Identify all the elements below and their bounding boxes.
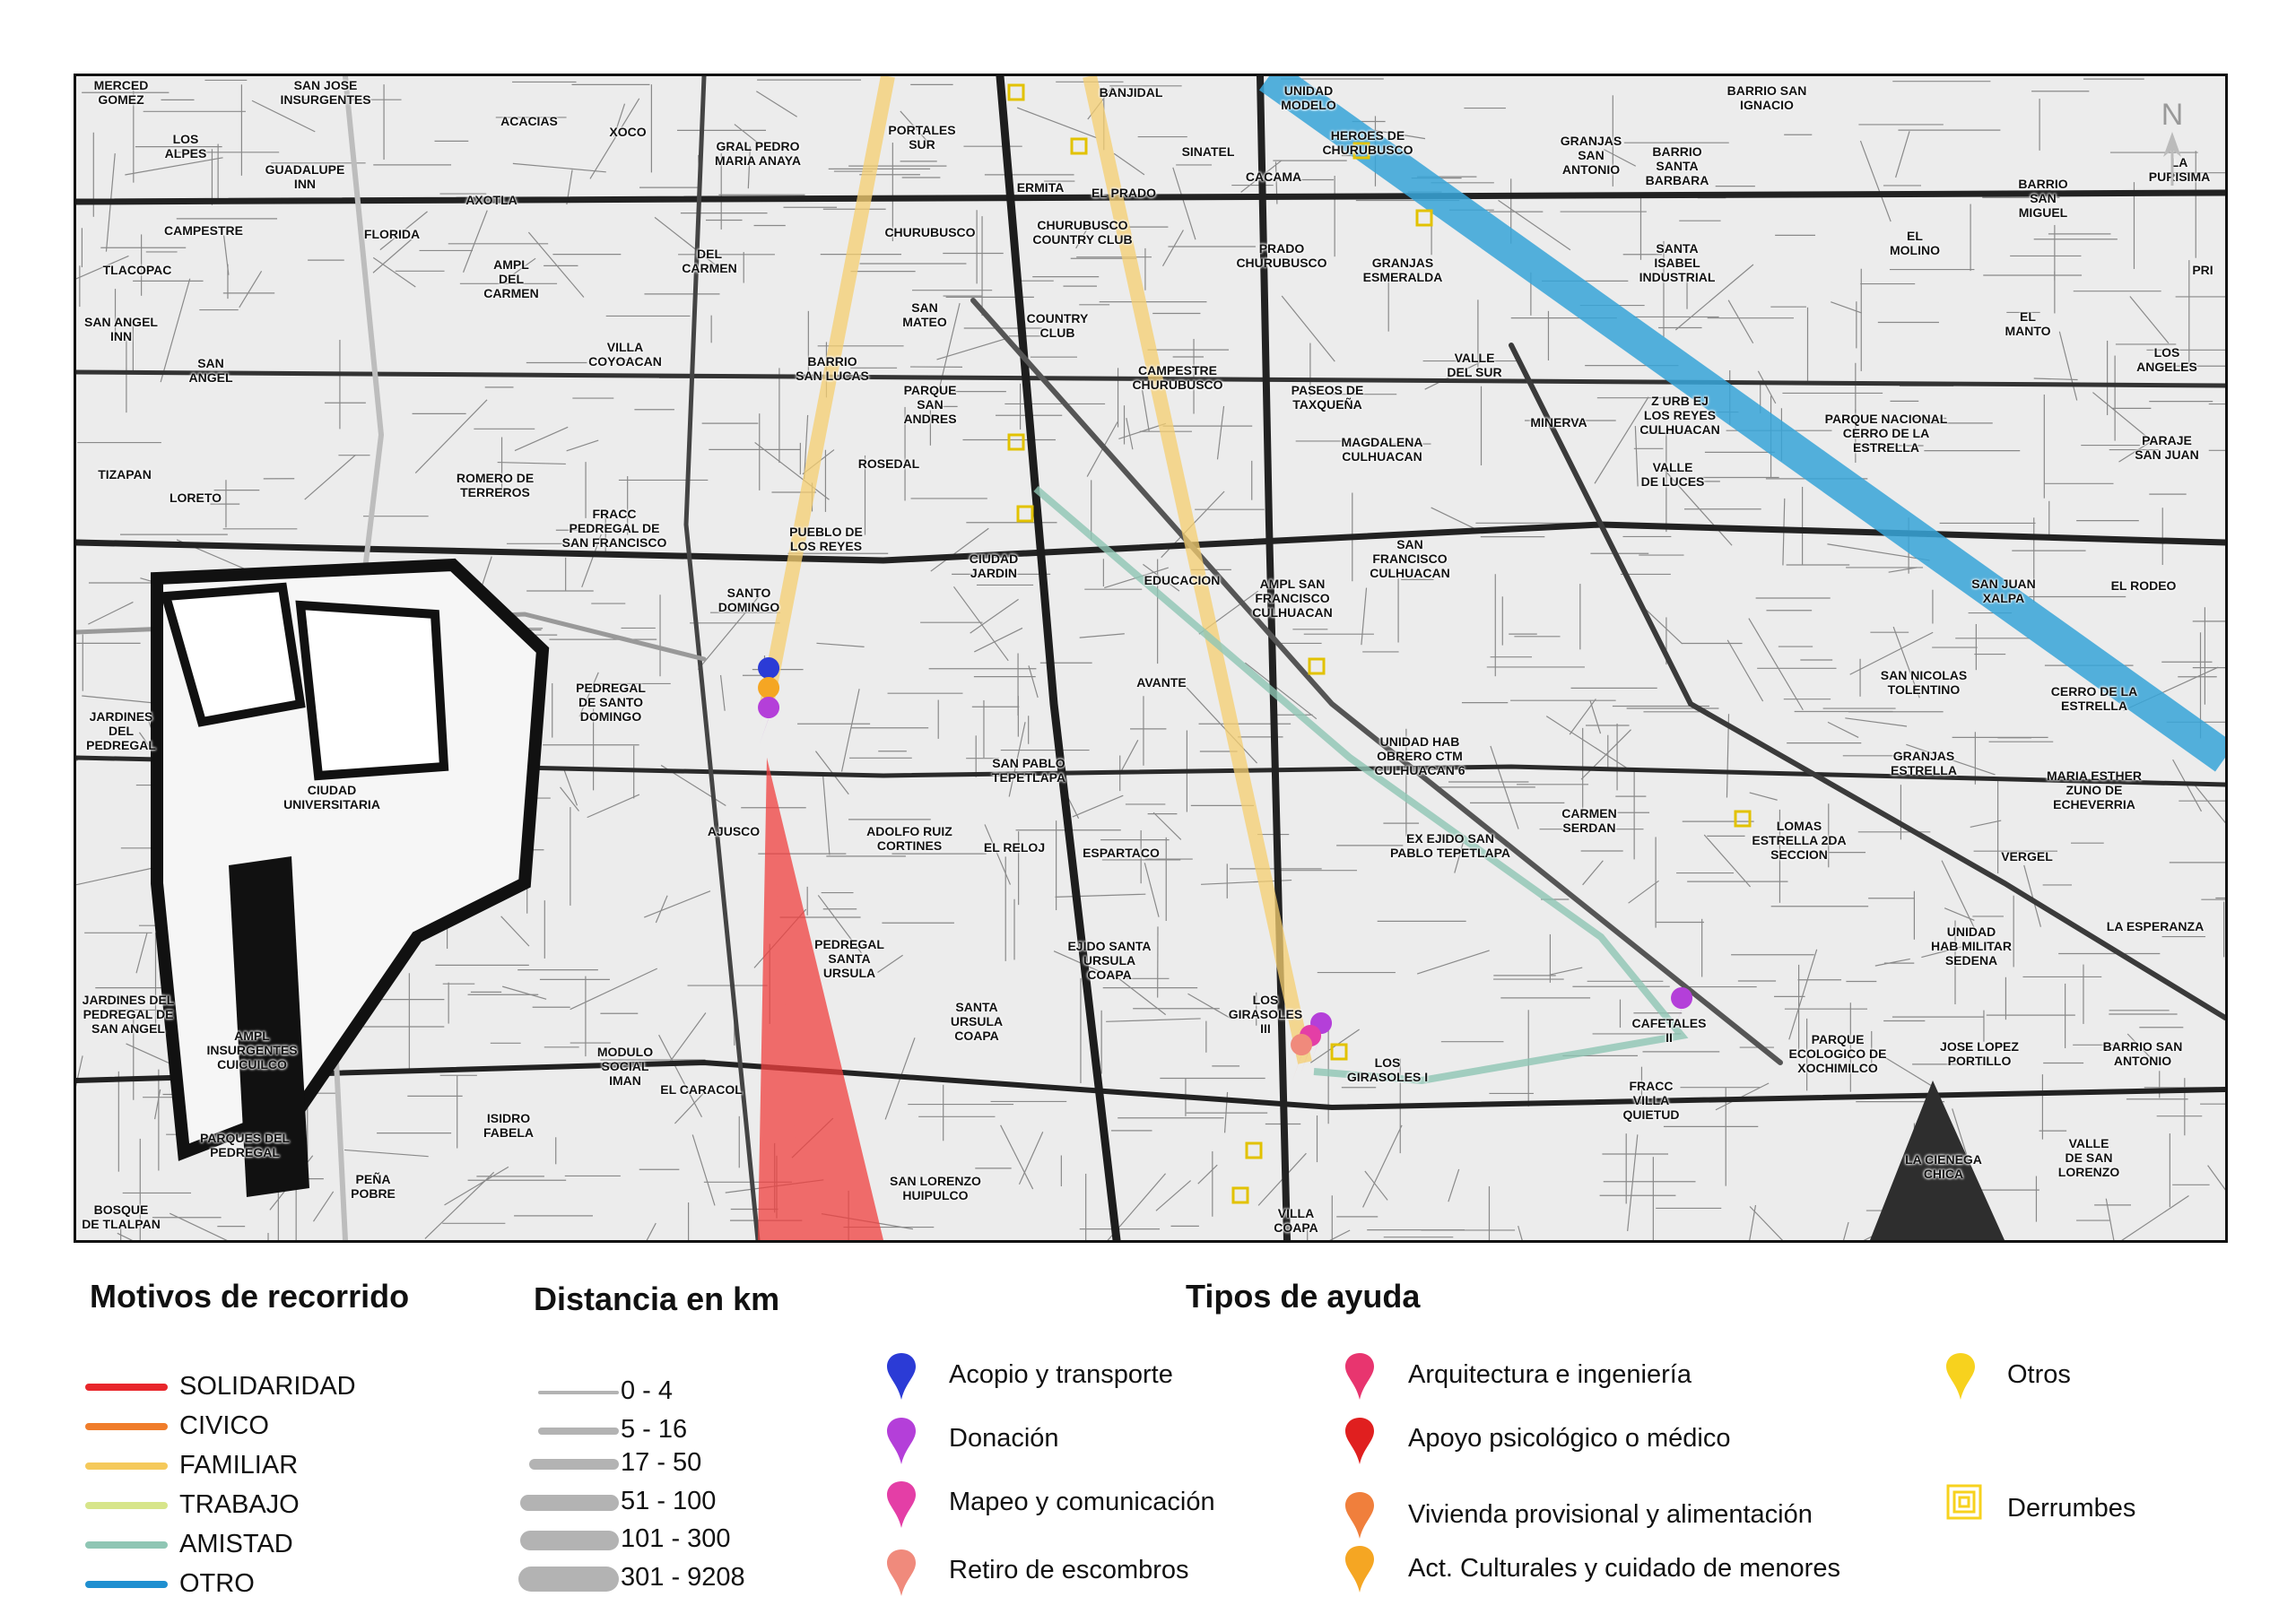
distance-swatch	[520, 1531, 619, 1550]
legend-ayuda-title: Tipos de ayuda	[1186, 1278, 1421, 1315]
place-label: AMPL SAN FRANCISCO CULHUACAN	[1252, 577, 1333, 620]
place-label: TIZAPAN	[98, 467, 152, 482]
place-label: SINATEL	[1181, 144, 1235, 159]
ayuda-label: Derrumbes	[2007, 1494, 2136, 1523]
place-label: SAN NICOLAS TOLENTINO	[1880, 668, 1968, 697]
place-label: BANJIDAL	[1099, 85, 1163, 100]
place-label: AVANTE	[1136, 675, 1187, 690]
place-label: LOS ALPES	[164, 132, 207, 161]
place-label: MARIA ESTHER ZUNO DE ECHEVERRIA	[2046, 768, 2143, 812]
place-label: UNIDAD HAB OBRERO CTM CULHUACAN 6	[1374, 734, 1465, 777]
place-label: PASEOS DE TAXQUEÑA	[1291, 383, 1364, 412]
place-label: EL MOLINO	[1890, 229, 1940, 257]
place-label: LORETO	[169, 490, 222, 505]
place-label: VILLA COYOACAN	[588, 340, 662, 369]
place-label: ROSEDAL	[857, 456, 920, 471]
place-label: PARQUES DEL PEDREGAL	[199, 1131, 291, 1159]
place-label: VALLE DE LUCES	[1640, 460, 1705, 489]
place-label: AJUSCO	[707, 824, 761, 838]
place-label: CHURUBUSCO COUNTRY CLUB	[1032, 218, 1133, 247]
place-label: SAN ANGEL INN	[84, 315, 158, 343]
place-label: LOS ANGELES	[2136, 345, 2197, 374]
ayuda-label: Donación	[949, 1424, 1059, 1453]
place-label: LA ESPERANZA	[2106, 919, 2205, 933]
ayuda-label: Mapeo y comunicación	[949, 1488, 1215, 1516]
ayuda-label: Otros	[2007, 1360, 2071, 1389]
place-label: BARRIO SAN LUCAS	[796, 354, 869, 383]
place-label: FRACC PEDREGAL DE SAN FRANCISCO	[561, 507, 667, 550]
place-label: VALLE DEL SUR	[1447, 351, 1502, 379]
place-label: AMPL INSURGENTES CUICUILCO	[206, 1028, 298, 1072]
place-label: BARRIO SAN IGNACIO	[1726, 83, 1807, 112]
place-label: CERRO DE LA ESTRELLA	[2050, 684, 2138, 713]
place-label: UNIDAD MODELO	[1281, 83, 1336, 112]
ayuda-label: Acopio y transporte	[949, 1360, 1173, 1389]
place-label: JOSE LOPEZ PORTILLO	[1940, 1039, 2019, 1068]
map-frame[interactable]	[74, 74, 2228, 1243]
place-label: MINERVA	[1530, 415, 1587, 430]
motivo-label: OTRO	[179, 1569, 255, 1598]
motivo-swatch	[85, 1423, 168, 1430]
place-label: CIUDAD JARDIN	[969, 551, 1019, 580]
distance-label: 101 - 300	[621, 1524, 731, 1553]
place-label: EL PRADO	[1091, 186, 1157, 200]
place-label: SAN LORENZO HUIPULCO	[890, 1174, 981, 1202]
place-label: SAN JUAN XALPA	[1971, 577, 2036, 605]
place-label: PARQUE ECOLOGICO DE XOCHIMILCO	[1788, 1032, 1887, 1075]
place-label: FLORIDA	[363, 227, 421, 241]
place-label: CAFETALES II	[1631, 1016, 1707, 1045]
place-label: GRANJAS ESTRELLA	[1891, 749, 1957, 777]
distance-swatch	[518, 1567, 619, 1592]
motivo-label: CIVICO	[179, 1411, 269, 1440]
motivo-swatch	[85, 1502, 168, 1509]
map-pin-icon	[1342, 1542, 1378, 1596]
place-label: VALLE DE SAN LORENZO	[2057, 1136, 2120, 1179]
place-label: COUNTRY CLUB	[1026, 311, 1089, 340]
map-pin-icon	[1342, 1488, 1378, 1542]
place-label: CIUDAD UNIVERSITARIA	[283, 783, 380, 812]
place-label: GRAL PEDRO MARIA ANAYA	[715, 139, 801, 168]
ayuda-label: Apoyo psicológico o médico	[1408, 1424, 1731, 1453]
place-label: CARMEN SERDAN	[1561, 806, 1617, 835]
motivo-label: SOLIDARIDAD	[179, 1372, 356, 1401]
place-label: ROMERO DE TERREROS	[456, 471, 535, 499]
place-label: PORTALES SUR	[888, 123, 956, 152]
motivo-label: TRABAJO	[179, 1490, 300, 1519]
place-label: VILLA COAPA	[1274, 1206, 1318, 1235]
distance-label: 51 - 100	[621, 1487, 717, 1515]
map-pin-icon	[883, 1546, 919, 1600]
place-label: GRANJAS SAN ANTONIO	[1560, 134, 1622, 177]
place-label: SANTA ISABEL INDUSTRIAL	[1639, 241, 1716, 284]
legend-motivos-title: Motivos de recorrido	[90, 1278, 410, 1315]
place-label: SAN ANGEL	[188, 356, 233, 385]
distance-label: 17 - 50	[621, 1448, 702, 1477]
place-label: JARDINES DEL PEDREGAL DE SAN ANGEL	[82, 993, 175, 1036]
place-label: BARRIO SANTA BARBARA	[1645, 144, 1709, 187]
motivo-label: AMISTAD	[179, 1530, 293, 1558]
place-label: Z URB EJ LOS REYES CULHUACAN	[1639, 394, 1720, 437]
place-label: PRADO CHURUBUSCO	[1236, 241, 1327, 270]
place-label: SAN FRANCISCO CULHUACAN	[1370, 537, 1450, 580]
distance-swatch	[520, 1495, 619, 1511]
map-pin-icon	[883, 1478, 919, 1532]
place-label: CAMPESTRE	[164, 223, 243, 238]
place-label: MAGDALENA CULHUACAN	[1341, 435, 1423, 464]
place-label: FRACC VILLA QUIETUD	[1622, 1079, 1680, 1122]
place-label: SAN MATEO	[902, 300, 947, 329]
place-label: EL CARACOL	[660, 1082, 743, 1097]
place-label: LOS GIRASOLES I	[1346, 1055, 1429, 1084]
place-label: EJIDO SANTA URSULA COAPA	[1067, 939, 1152, 982]
place-label: MERCED GOMEZ	[93, 78, 149, 107]
place-label: BARRIO SAN MIGUEL	[2018, 177, 2068, 220]
place-label: VERGEL	[2001, 849, 2053, 864]
place-label: CHURUBUSCO	[884, 225, 976, 239]
place-label: EX EJIDO SAN PABLO TEPETLAPA	[1389, 831, 1511, 860]
distance-label: 5 - 16	[621, 1415, 688, 1444]
place-label: PEDREGAL DE SANTO DOMINGO	[576, 681, 646, 724]
place-label: EL RELOJ	[983, 840, 1046, 855]
place-label: PARQUE NACIONAL CERRO DE LA ESTRELLA	[1824, 412, 1948, 455]
place-label: SAN JOSE INSURGENTES	[280, 78, 371, 107]
motivo-swatch	[85, 1541, 168, 1549]
place-label: TLACOPAC	[102, 263, 172, 277]
place-label: GUADALUPE INN	[265, 162, 345, 191]
place-label: GRANJAS ESMERALDA	[1362, 256, 1443, 284]
map-pin-icon	[1342, 1350, 1378, 1403]
legend-distancia-title: Distancia en km	[534, 1280, 780, 1317]
place-label: EL RODEO	[2110, 578, 2177, 593]
place-label: CAMPESTRE CHURUBUSCO	[1132, 363, 1223, 392]
ayuda-label: Act. Culturales y cuidado de menores	[1408, 1554, 1840, 1583]
place-label: AMPL DEL CARMEN	[483, 257, 539, 300]
place-label: PEÑA POBRE	[351, 1172, 396, 1201]
place-label: LOS GIRASOLES III	[1228, 993, 1303, 1036]
place-label: LOMAS ESTRELLA 2DA SECCION	[1752, 819, 1847, 862]
place-label: PUEBLO DE LOS REYES	[789, 525, 863, 553]
place-label: AXOTLA	[465, 193, 517, 207]
place-label: ACACIAS	[500, 114, 558, 128]
place-label: PARAJE SAN JUAN	[2135, 433, 2199, 462]
place-label: ESPARTACO	[1083, 846, 1160, 860]
distance-swatch	[538, 1391, 619, 1394]
place-label: DEL CARMEN	[682, 247, 737, 275]
place-label: SANTO DOMINGO	[718, 586, 780, 614]
ayuda-label: Arquitectura e ingeniería	[1408, 1360, 1692, 1389]
place-label: SAN PABLO TEPETLAPA	[991, 756, 1066, 785]
place-label: PARQUE SAN ANDRES	[903, 383, 957, 426]
motivo-swatch	[85, 1581, 168, 1588]
place-label: ISIDRO FABELA	[483, 1111, 534, 1140]
north-label: N	[2161, 98, 2184, 132]
place-label: BARRIO SAN ANTONIO	[2102, 1039, 2183, 1068]
place-label: EDUCACION	[1144, 573, 1221, 587]
place-label: JARDINES DEL PEDREGAL	[86, 709, 156, 752]
motivo-label: FAMILIAR	[179, 1451, 299, 1480]
distance-label: 0 - 4	[621, 1376, 674, 1405]
place-label: ADOLFO RUIZ CORTINES	[866, 824, 952, 853]
derrumbe-icon	[1946, 1484, 1982, 1520]
map-pin-icon	[1943, 1350, 1979, 1403]
place-label: XOCO	[609, 125, 647, 139]
place-label: LA PURISIMA	[2148, 155, 2211, 184]
place-label: PEDREGAL SANTA URSULA	[814, 937, 884, 980]
map-pin-icon	[1342, 1414, 1378, 1468]
distance-label: 301 - 9208	[621, 1563, 745, 1592]
distance-swatch	[529, 1459, 619, 1470]
place-label: MODULO SOCIAL IMAN	[596, 1045, 654, 1088]
distance-swatch	[538, 1428, 619, 1435]
ayuda-label: Vivienda provisional y alimentación	[1408, 1500, 1813, 1529]
place-label: LA CIENEGA CHICA	[1905, 1152, 1982, 1181]
place-label: SANTA URSULA COAPA	[950, 1000, 1004, 1043]
place-label: UNIDAD HAB MILITAR SEDENA	[1931, 924, 2012, 968]
place-label: ERMITA	[1016, 180, 1065, 195]
ayuda-label: Retiro de escombros	[949, 1556, 1189, 1584]
map-pin-icon	[883, 1414, 919, 1468]
place-label: CACAMA	[1245, 169, 1302, 184]
north-arrow-icon	[2159, 92, 2186, 191]
place-label: HEROES DE CHURUBUSCO	[1322, 128, 1413, 157]
motivo-swatch	[85, 1384, 168, 1391]
place-label: EL MANTO	[2005, 309, 2051, 338]
map-pin-icon	[883, 1350, 919, 1403]
place-label: PRI	[2192, 263, 2213, 277]
motivo-swatch	[85, 1462, 168, 1470]
place-label: BOSQUE DE TLALPAN	[82, 1202, 161, 1231]
